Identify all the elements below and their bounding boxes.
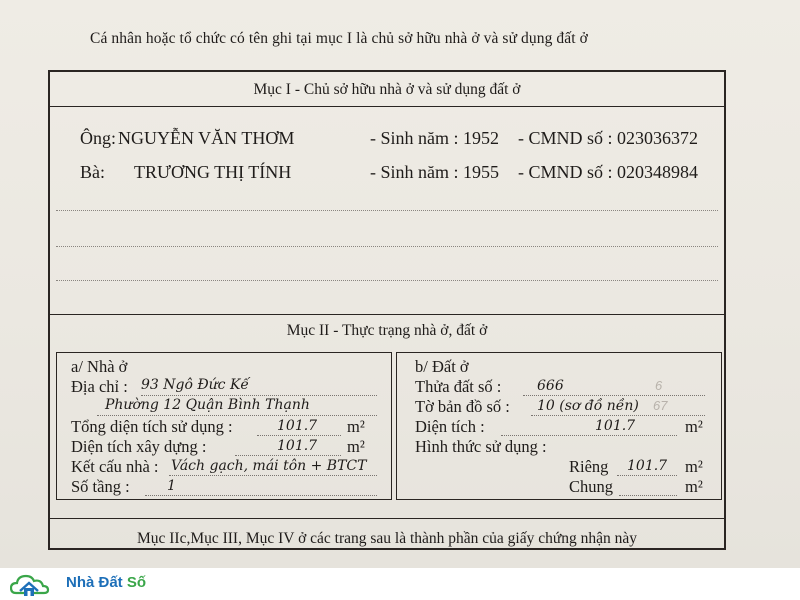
brand-name-part1: Nhà Đất [66, 574, 127, 591]
divider [50, 314, 724, 315]
owner-birth: - Sinh năm : 1955 [370, 162, 499, 182]
footer-note: Mục IIc,Mục III, Mục IV ở các trang sau là thành phần của giấy chứng nhận này [136, 530, 638, 547]
dotted-line [531, 415, 705, 416]
pencil-note: 6 [655, 378, 663, 393]
address-line1: 93 Ngô Đức Kế [141, 377, 250, 393]
dotted-line [56, 210, 718, 211]
certificate-table [48, 70, 726, 550]
total-area-label: Tổng diện tích sử dụng : [71, 417, 233, 436]
unit: m² [347, 437, 365, 456]
address-label: Địa chỉ : [71, 377, 128, 396]
structure-value: Vách gạch, mái tôn + BTCT [171, 458, 367, 474]
floors-value: 1 [167, 478, 176, 494]
dotted-line [56, 246, 718, 247]
dotted-line [619, 495, 677, 496]
total-area-value: 101.7 [277, 418, 318, 434]
address-line2: Phường 12 Quận Bình Thạnh [105, 397, 310, 413]
house-heading: a/ Nhà ở [71, 357, 128, 376]
structure-label: Kết cấu nhà : [71, 457, 159, 476]
private-value: 101.7 [627, 458, 668, 474]
owner-id: - CMND số : 020348984 [518, 162, 699, 182]
private-label: Riêng [569, 457, 609, 476]
intro-text: Cá nhân hoặc tổ chức có tên ghi tại mục I là chủ sở hữu nhà ở và sử dụng đất ở [90, 30, 588, 47]
dotted-line [145, 495, 377, 496]
dotted-line [617, 475, 677, 476]
brand-name [66, 574, 146, 591]
map-value: 10 (sơ đồ nền) [537, 398, 639, 414]
dotted-line [97, 415, 377, 416]
build-area-value: 101.7 [277, 438, 318, 454]
unit: m² [685, 417, 703, 436]
owner-id: - CMND số : 023036372 [518, 128, 699, 148]
unit: m² [685, 477, 703, 496]
usage-label: Hình thức sử dụng : [415, 437, 547, 456]
owner-name: NGUYỄN VĂN THƠM [118, 128, 295, 148]
dotted-line [257, 435, 341, 436]
divider [50, 518, 724, 519]
land-area-value: 101.7 [595, 418, 636, 434]
land-heading: b/ Đất ở [415, 357, 469, 376]
brand-name-part2: Số [126, 574, 147, 591]
dotted-line [141, 395, 377, 396]
unit: m² [685, 457, 703, 476]
owner-prefix: Ông: [80, 128, 116, 148]
unit: m² [347, 417, 365, 436]
dotted-line [523, 395, 705, 396]
build-area-label: Diện tích xây dựng : [71, 437, 207, 456]
section1-title: Mục I - Chủ sở hữu nhà ở và sử dụng đất ở [253, 81, 521, 98]
dotted-line [169, 475, 377, 476]
floors-label: Số tầng : [71, 477, 130, 496]
shared-label: Chung [569, 477, 614, 496]
pencil-note: 67 [653, 398, 668, 413]
house-cloud-logo-icon [10, 571, 62, 598]
land-area-label: Diện tích : [415, 417, 485, 436]
dotted-line [56, 280, 718, 281]
land-panel [396, 352, 722, 500]
dotted-line [235, 455, 341, 456]
owner-birth: - Sinh năm : 1952 [370, 128, 499, 148]
owner-name: TRƯƠNG THỊ TÍNH [134, 162, 292, 182]
divider [50, 106, 724, 107]
dotted-line [501, 435, 677, 436]
parcel-label: Thửa đất số : [415, 377, 502, 396]
brand-bar [0, 568, 800, 600]
map-label: Tờ bản đồ số : [415, 397, 510, 416]
parcel-value: 666 [537, 378, 564, 394]
house-panel [56, 352, 392, 500]
section2-title: Mục II - Thực trạng nhà ở, đất ở [286, 322, 488, 339]
owner-prefix: Bà: [80, 162, 105, 182]
